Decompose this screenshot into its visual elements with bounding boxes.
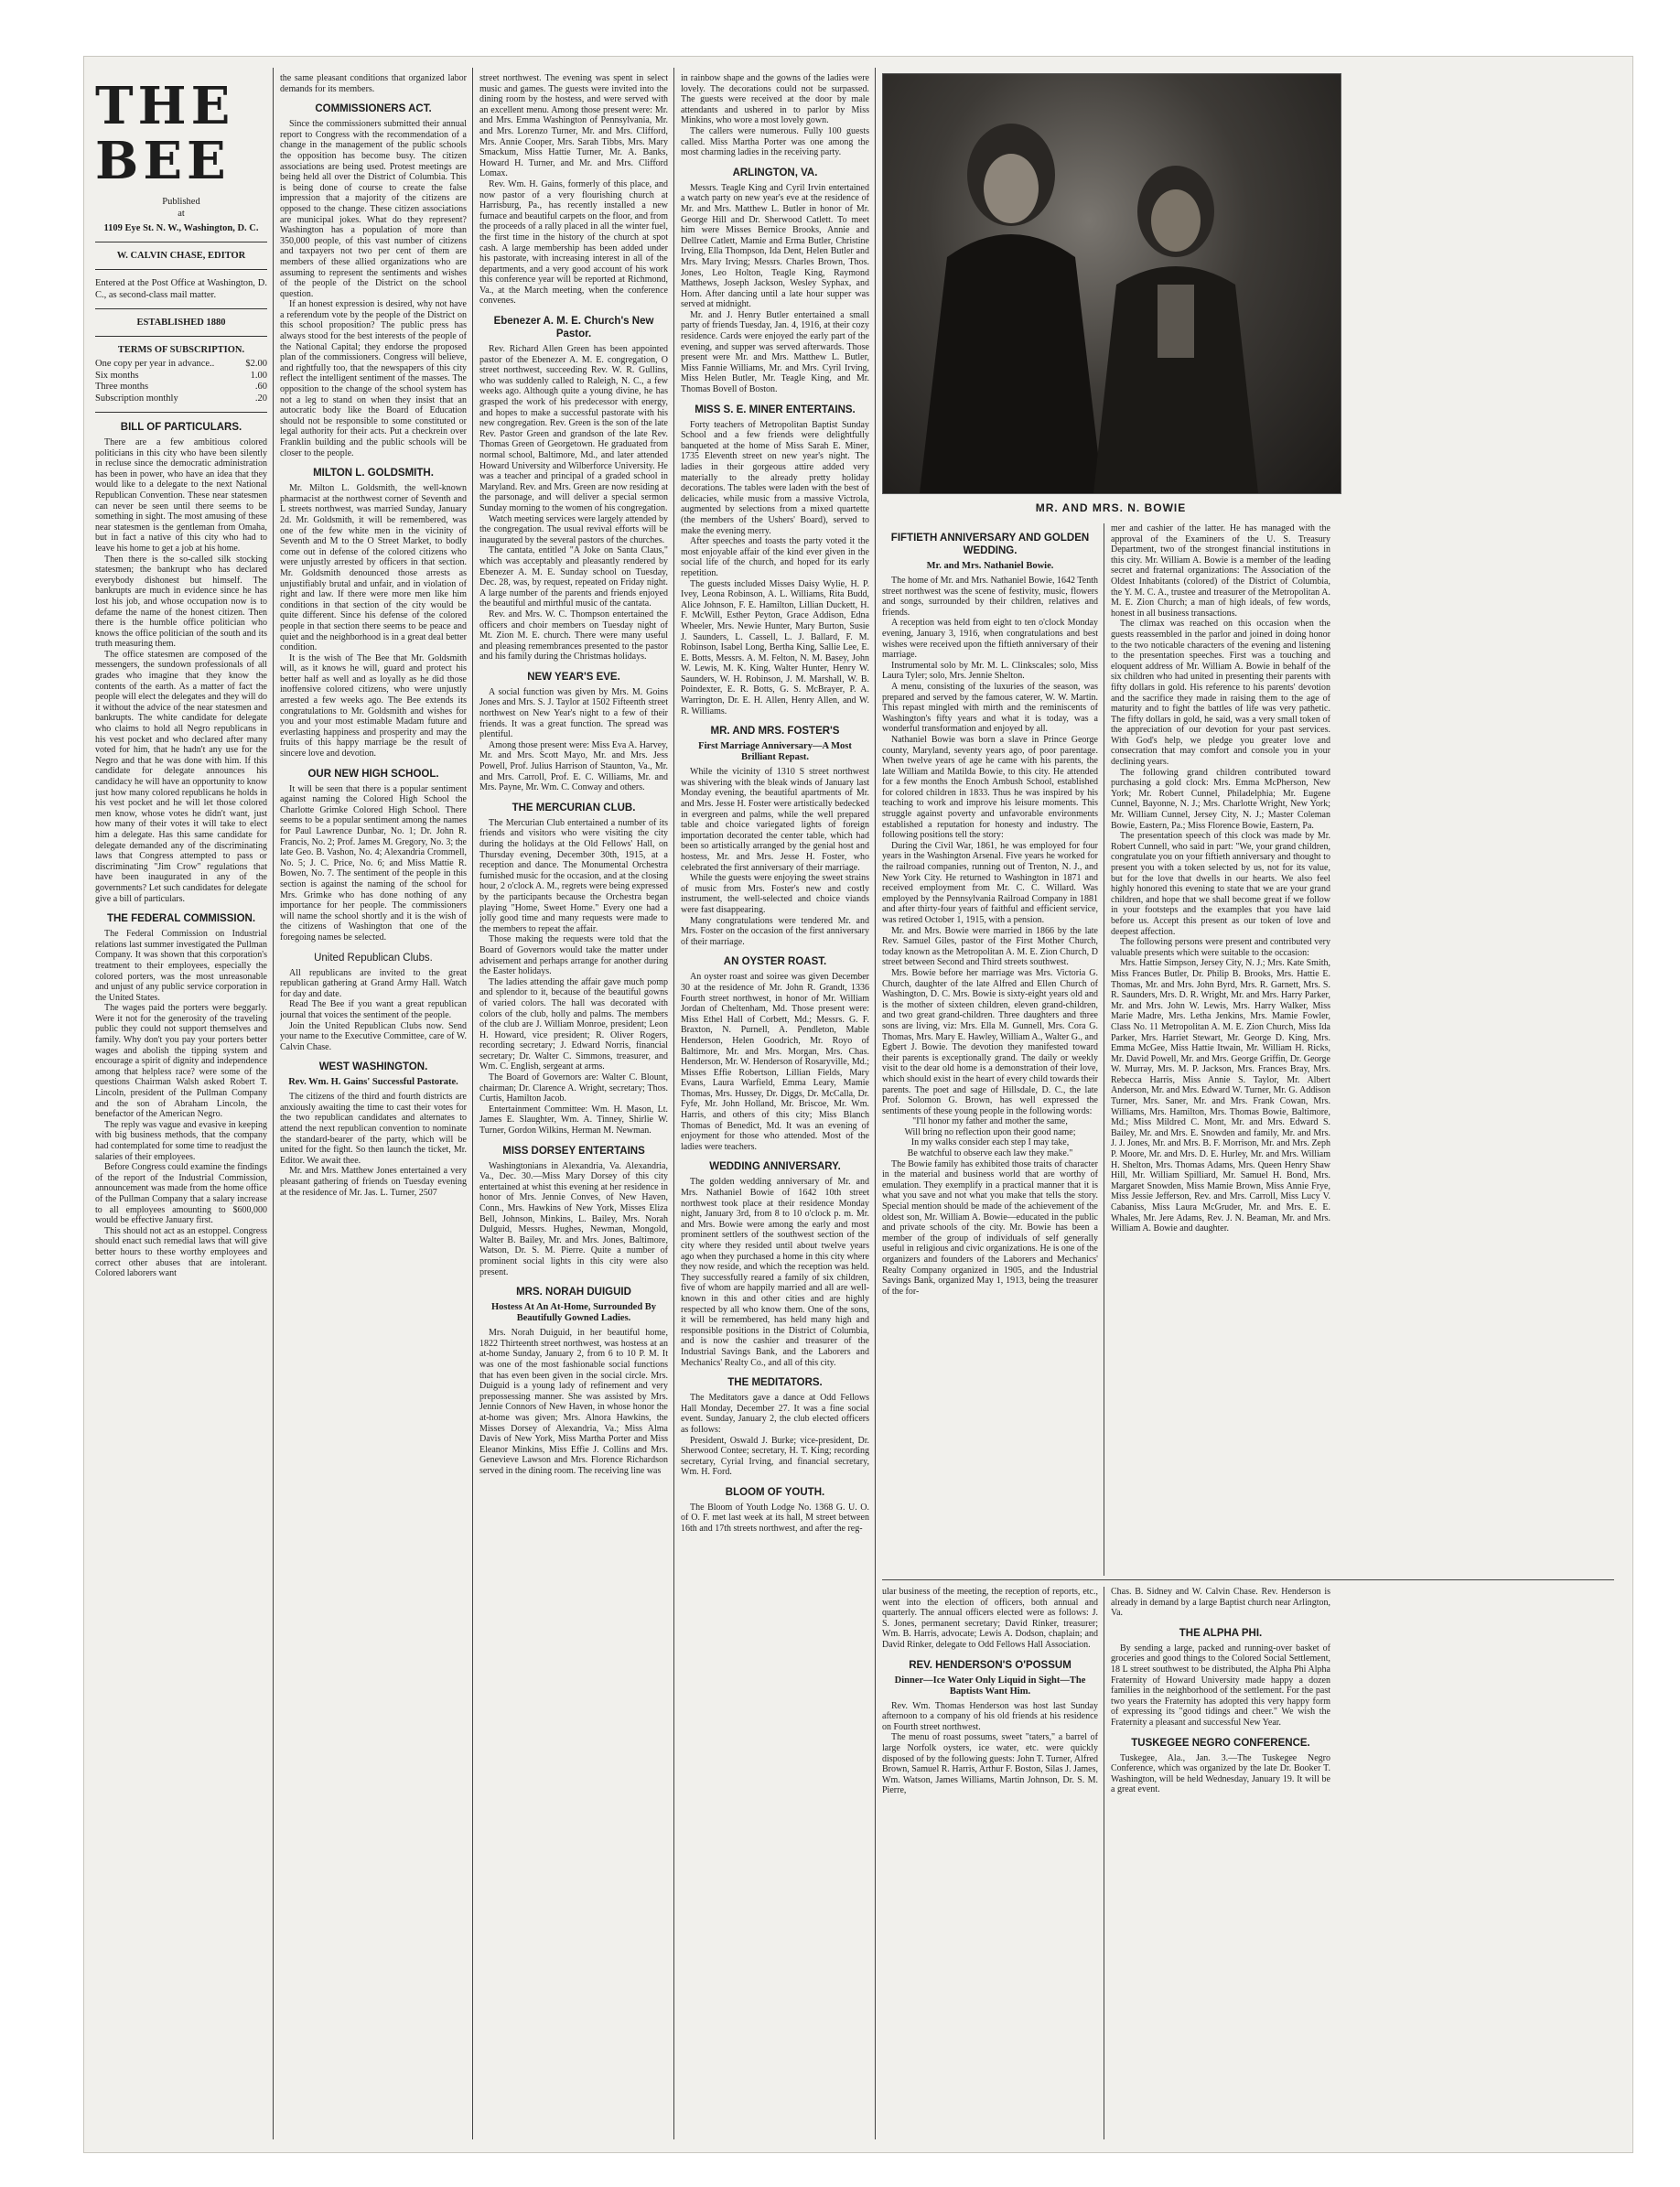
terms-price: .60 [254,382,267,392]
divider [95,412,267,413]
article-paragraph: Mr. and J. Henry Butler entertained a small party of friends Tuesday, Jan. 4, 1916, at their cozy residence. Cards were enjoyed the early part of the evening, and supper was served afterwards. Those present were Mr. and Mrs. Matthew L. Butler, Miss Fannie Williams, Mr. and Mrs. Cyril Irving, Miss Helen Butler, Mr. Teagle King, and Mr. Thomas Bovell of Boston. [681,309,869,395]
article-paragraph: All republicans are invited to the great republican gathering at Grand Army Hall. Watch for day and date. [280,967,467,999]
article-paragraph: The callers were numerous. Fully 100 guests called. Miss Martha Porter was one among the most charming ladies in the receiving party. [681,125,869,158]
article-heading: COMMISSIONERS ACT. [315,103,432,115]
article-paragraph: Many congratulations were tendered Mr. and Mrs. Foster on the occasion of the first anniversary of their marriage. [681,915,869,947]
article-paragraph: Rev. Richard Allen Green has been appointed pastor of the Ebenezer A. M. E. congregation, O street northwest, succeeding Rev. W. R. Gullins, who was suddenly called to Raleigh, N. C., a few weeks ago. Although quite a young divine, he has grasped the work of his predecessor with energy, and hopes to make a successful pastorate with his new congregation. Rev. Green is the son of the late Rev. Pastor Green and grandson of the late Rev. Thomas Green of Georgetown. He graduated from normal school, Baltimore, Md., and later attended Howard University and Wilberforce University. He was a teacher and principal of a graded school in Maryland. Rev. and Mrs. Green are now residing at the parsonage, and will deliver a special sermon Sunday morning to the women of his congregation. [479,344,668,513]
article-subheading: Hostess At An At-Home, Surrounded By Beautifully Gowned Ladies. [490,1302,657,1324]
portrait-image [883,74,1341,493]
article-subheading: Mr. and Mrs. Nathaniel Bowie. [926,561,1054,571]
article-heading: REV. HENDERSON'S O'POSSUM [909,1659,1072,1671]
article-heading: WEST WASHINGTON. [318,1061,428,1073]
article-paragraph: mer and cashier of the latter. He has managed with the approval of the Examiners of the U. S. Treasury Department, two of the strongest financial institutions in this city. Mr. William A. Bowie is a member of the leading secret and fraternal organizations: The Association of the Oldest Inhabitants (colored) of the District of Columbia, the Y. M. C. A., trustee and treasurer of the Metropolitan A. M. E. Zion Church; a man of high ideals, of few words, honest in all business transactions. [1111,523,1330,619]
article-paragraph: The ladies attending the affair gave much pomp and splendor to it, because of the beautiful gowns of varied colors. The hall was decorated with colors of the club, holly and palms. The members of the club are J. William Monroe, president; Leon H. Howard, vice president; R. Oliver Rogers, recording secretary; J. Edward Norris, financial secretary; Dr. Walter C. Simmons, treasurer, and Wm. C. English, sergeant at arms. [479,976,668,1072]
article-paragraph: Mrs. Bowie before her marriage was Mrs. Victoria G. Church, daughter of the late Alfred and Ellen Church of Washington, D. C. Mrs. Bowie is sixty-eight years old and is the mother of sixteen children, eleven grand-children, and two great grand-children. Three daughters and three sons are living, viz: Mrs. Ella M. Gunnell, Mrs. Cora G. Thomas, Mrs. Mary E. Hawley, William A., Walter G., and Egbert J. Bowie. The devotion they manifested toward their parents is exceptionally grand. The daily or weekly visit to the dear old home is a demonstration of their love, which should exist in the heart of every child towards their parents. The poet and sage of Hillsdale, D. C., the late Prof. Solomon G. Brown, has well expressed the sentiments of these young people in the following words: [882,967,1098,1116]
article-paragraph: A menu, consisting of the luxuries of the season, was prepared and served by the famous caterer, W. W. Martin. This repast mingled with mirth and the reminiscents of Washington's fifty years and what it is today, was a wonderful transformation and enjoyed by all. [882,681,1098,735]
column-rule [673,68,674,2139]
article-paragraph: A reception was held from eight to ten o'clock Monday evening, January 3, 1916, when congratulations and best wishes were received upon the fiftieth anniversary of their marriage. [882,618,1098,661]
article-heading: MISS DORSEY ENTERTAINS [502,1145,645,1157]
article-heading: Ebenezer A. M. E. Church's New Pastor. [493,316,654,340]
article-heading: MR. AND MRS. FOSTER'S [710,726,840,738]
terms-label: Subscription monthly [95,393,178,404]
section-divider [882,1579,1614,1580]
terms-label: One copy per year in advance.. [95,359,215,369]
article-paragraph: The cantata, entitled "A Joke on Santa Claus," which was acceptably and pleasantly rendered by Ebenezer A. M. E. Sunday school on Tuesday, Dec. 28, was, by request, repeated on Friday night. A large number of the parents and friends enjoyed the beautiful and mirthful music of the cantata. [479,545,668,609]
masthead-title: THE BEE [95,76,235,191]
article-heading: BLOOM OF YOUTH. [725,1486,825,1498]
article-paragraph: Rev. Wm. H. Gains, formerly of this place, and now pastor of a very flourishing church at Harrisburg, Pa., has recently installed a new furnace and beautiful carpets on the floor, and from the proceeds of a rally placed in all the winter fuel, the first time in the history of the church at spot cash. A large membership has been added under his pastorate, with increasing interest in all of the departments, and a very good account of his work this conference year will be reported at Richmond, Va., at the March meeting, when the conference convenes. [479,178,668,307]
article-paragraph: An oyster roast and soiree was given December 30 at the residence of Mr. John R. Grandt, 1336 Fourth street northwest, in honor of Mr. William Jordan of Cheltenham, Md. Those present were: Miss Ethel Hall of Corbett, Md.; Messrs. G. F. Braxton, N. Purnell, A. Pendleton, Mable Henderson, Helen Goodrich, Mr. Royo of Baltimore, Mr. and Mrs. Morgan, Mrs. Chas. Henderson, Mr. W. Henderson of Rosaryville, Md.; Misses Effie Robertson, Lillian Fields, Mary Evans, Laura Warfield, Emma Leary, Mamie Thomas, Mrs. Hussey, Dr. Diggs, Dr. McCalla, Dr. Fyfe, Mr. John Holland, Mr. Briscoe, Mr. Wm. Harris, and others of this city; Miss Blanch Thomas of Benedict, Md. It was an evening of enjoyment for those who attended. Most of the ladies were teachers. [681,972,869,1152]
divider [95,269,267,270]
article-paragraph: The Mercurian Club entertained a number of its friends and visitors who were visiting the city during the holidays at the Old Fellows' Hall, on Thursday evening, December 30th, 1915, at a reception and dance. The Monumental Orchestra furnished music for the occasion, and at the closing hour, 2 o'clock A. M., regrets were being expressed by the participants because the Orchestra began playing "Home, Sweet Home." Every one had a jolly good time and many requests were made to the members to repeat the affair. [479,817,668,934]
terms-label: Six months [95,370,139,381]
terms-row [95,359,267,371]
editor-line: W. CALVIN CHASE, EDITOR [116,251,246,261]
terms-heading: TERMS OF SUBSCRIPTION. [117,345,245,355]
article-paragraph: This should not act as an estoppel. Congress should enact such remedial laws that will give better hours to these worthy employees and correct other abuses that are intolerant. Colored laborers want [95,1225,267,1279]
article-subheading: Dinner—Ice Water Only Liquid in Sight—The Baptists Want Him. [894,1675,1086,1697]
terms-row [95,393,267,405]
column-5-lower [882,1587,1098,2136]
article-paragraph: Since the commissioners submitted their annual report to Congress with the recommendation of a change in the management of the public schools the opposition has become busy. The citizen associations are being used. Protest meetings are being held all over the District of Columbia. This is being done of course to create the false impression that a majority of the citizens are opposed to the change. These citizen associations are municipal jokes. What do they represent? Washington has a population of more than 350,000 people, of this vast number of citizens and taxpayers not two per cent of them are members of these allied organizations who are assuming to represent the sentiments and wishes of the people of the District on the school question. [280,119,467,299]
article-paragraph: Join the United Republican Clubs now. Send your name to the Executive Committee, care of W. Calvin Chase. [280,1020,467,1052]
article-paragraph: Those making the requests were told that the Board of Governors would take the matter under advisement and perhaps arrange for another during the Easter holidays. [479,934,668,977]
article-paragraph: The office statesmen are composed of the messengers, the sundown professionals of all grades who imagine that they know the contents of the earth. As a matter of fact the people will elect the delegates and they will do it without the advice of the near statesmen and bankrupts. The white candidate for delegate who claims to hold all Negro republicans in his vest pocket and who declared after many voted for him, that he hadn't any use for the Negro and that he was done with him. If this candidate for delegate announces his candidacy he will have an opportunity to know just how many colored republicans he holds in his vest pocket and he will let those colored men know, whose votes he didn't want, just how many of their votes it will take to elect him a delegate. Has this same candidate for delegate demanded any of the discriminating laws that Congress attempted to pass or discriminating "Jim Crow" regulations that have been inaugurated in any of the governments? Let such candidates for delegate give a bill of particulars. [95,649,267,904]
terms-price: $2.00 [245,359,267,369]
article-paragraph: street northwest. The evening was spent in select music and games. The guests were invited into the dining room by the hostess, and were served with an excellent menu. Among those present were: Mr. and Mrs. Emma Washington of Pennsylvania, Mr. and Mrs. Lorenzo Turner, Mr. and Mrs. Clifford, Mrs. Annie Cooper, Mrs. Sarah Tibbs, Mrs. Mary Smackum, Miss Hattie Turner, Mr. A. Banks, Howard H. Turner, and Mr. and Mrs. Clifford Lomax. [479,73,668,179]
article-paragraph: If an honest expression is desired, why not have a referendum vote by the people of the District on this school proposition? The public press has always stood for the best interests of the people of the National Capital; they endorse the proposed plan of the commissioners. Congress will believe, and rightfully too, that the newspapers of this city reflect the intelligent sentiment of the masses. The opposition to the change of the school system has not a leg to stand on when they insist that an autocratic body like the Board of Education should not be responsible to some constituted or legal authority for their acts. Put a checkrein over Franklin building and the public schools will be closer to the people. [280,299,467,458]
article-paragraph: Read The Bee if you want a great republican journal that voices the sentiment of the people. [280,999,467,1020]
column-rule [472,68,473,2139]
poem-line: In my walks consider each step I may take, [910,1137,1070,1148]
article-paragraph: The citizens of the third and fourth districts are anxiously awaiting the time to cast their votes for the two republican candidates and alternates to attend the next republican convention to nominate the standard-bearer of the party, which will be united for the fight. So then launch the ticket, Mr. Editor. We await thee. [280,1092,467,1166]
column-5 [882,523,1098,1576]
article-heading: MRS. NORAH DUIGUID [516,1287,631,1298]
article-paragraph: Then there is the so-called silk stocking statesmen; the bankrupt who has declared everybody dishonest but himself. The bankrupts are much in evidence since he has lost his job, and whose occupation now is to defame the name of the honest citizen. Then there is the humble office politician who knows the office politician of the south and its truth measuring them. [95,554,267,650]
article-paragraph: The guests included Misses Daisy Wylie, H. P. Ivey, Leona Robinson, A. L. Williams, Rita Budd, Alice Johnson, F. E. Hamilton, Lillian Duckett, H. F. McWill, Esther Peyton, Grace Addison, Edna Wheeler, Mrs. Newie Hunter, Mary Burton, Susie J. Saunders, L. Cassell, L. J. Ballard, F. M. Robinson, Isabel Long, Bertha King, Sallie Lee, E. E. Botts, Messrs. A. M. Felton, N. M. Basey, John W. Lewis, M. K. King, Walter Hunter, Henry W. Saunders, W. H. Robinson, J. M. Marshall, W. B. Poindexter, E. R. Botts, G. S. McBrayer, P. A. Warrington, Dr. E. H. Allen, Henry Allen, and W. R. Williams. [681,578,869,716]
article-paragraph: Forty teachers of Metropolitan Baptist Sunday School and a few friends were delightfully banqueted at the home of Miss Sarah E. Miner, 1735 Eleventh street on new year's night. The ladies in their gorgeous attire added very materially to the already pretty holiday decorations. The tables were laden with the best of delicacies, while music from a massive Victrola, augmented by selections from a mixed quartette (the members of the Ushers' Board), served to make the evening merry. [681,419,869,536]
article-paragraph: It is the wish of The Bee that Mr. Goldsmith will, as it knows he will, guard and protect his better half as well and as loyally as he did those inoffensive colored citizens, who were unjustly arrested a few weeks ago. The Bee extends its congratulations to Mr. Goldsmith and wishes for you and your most estimable Madam future and everlasting happiness and prosperity and may the fruits of this happy marriage be the result of sincere love and devotion. [280,652,467,760]
article-paragraph: By sending a large, packed and running-over basket of groceries and good things to the Colored Social Settlement, 18 L street southwest to be distributed, the Alpha Phi Alpha Fraternity of Howard University made happy a dozen families in the neighborhood of the settlement. For the past two years the Fraternity has adopted this very happy form of expressing its "good tidings and cheer." We wish the Fraternity a pleasant and successful New Year. [1111,1643,1330,1728]
column-6 [1111,523,1330,1576]
column-rule [273,68,274,2139]
article-heading: MILTON L. GOLDSMITH. [313,468,434,479]
article-paragraph: While the guests were enjoying the sweet strains of music from Mrs. Foster's new and costly instrument, the well-selected and choice viands were fast disappearing. [681,873,869,915]
article-paragraph: Nathaniel Bowie was born a slave in Prince George county, Maryland, seventy years ago, of poor parentage. When twelve years of age he came with his parents, the late William and Matilda Bowie, to this city. He attended for a few months the Enoch Ambush School, established for colored children in 1833. Thus he was inspired by his teaching to work and improve his leisure moments. This struggle against poverty and unfavorable environments established a reputation for honesty and industry. The following positions tell the story: [882,734,1098,841]
article-heading: OUR NEW HIGH SCHOOL. [307,768,439,780]
article-heading: MISS S. E. MINER ENTERTAINS. [695,404,856,415]
article-paragraph: Entertainment Committee: Wm. H. Mason, Lt. James E. Slaughter, Wm. A. Tinney, Shirlie W. Turner, Gordon Wilkins, Herman M. Newman. [479,1104,668,1137]
article-paragraph: Instrumental solo by Mr. M. L. Clinkscales; solo, Miss Laura Tyler; solo, Mrs. Jennie Shelton. [882,660,1098,682]
terms-row [95,371,267,382]
article-paragraph: Mr. and Mrs. Matthew Jones entertained a very pleasant gathering of friends on Tuesday evening at the residence of Mr. Jas. L. Turner, 2507 [280,1166,467,1198]
article-paragraph: Rev. Wm. Thomas Henderson was host last Sunday afternoon to a company of his old friends at his residence on Fourth street northwest. [882,1700,1098,1732]
terms-table [95,359,267,404]
article-heading: NEW YEAR'S EVE. [527,671,620,683]
article-paragraph: The golden wedding anniversary of Mr. and Mrs. Nathaniel Bowie of 1642 10th street northwest took place at their residence Monday night, January 3rd, from 8 to 10 o'clock p. m. Mr. and Mrs. Bowie were among the early and most prominent settlers of the southwest section of the city where they resided until about twelve years ago when they purchased a home in this city where they now reside, and which the reception was held. They successfully reared a family of six children, five of whom are happily married and all are well-known in this and other cities and are highly respected by all who know them. One of the sons, it will be remembered, has held many high and responsible positions in the District of Columbia, and is now the cashier and treasurer of the Industrial Savings Bank, and the Laborers and Mechanics' Realty Co., and all of this city. [681,1177,869,1368]
postal-entry-notice: Entered at the Post Office at Washington, D. C., as second-class mail matter. [95,278,267,300]
poem-line: "I'll honor my father and mother the same, [912,1116,1068,1127]
column-3 [479,73,668,2136]
article-paragraph: Mr. Milton L. Goldsmith, the well-known pharmacist at the northwest corner of Seventh and L streets northwest, was married Sunday, January 2d. Mr. Goldsmith, it will be remembered, was one of the few white men in the vicinity of Seventh and M to the O Street Market, to bodly come out in defense of the colored citizens who were unjustly arrested by officers in that section. Mr. Goldsmith denounced those arrests as unjustifiably brutal and unfair, and in violation of right and law. If there were more men like him conditions in that section of the city would be quite different. Since his defense of the colored people in that section there seems to be peace and quiet and the neighborhood is in a great deal better condition. [280,483,467,653]
newspaper-page [84,57,1632,2152]
article-paragraph: The following persons were present and contributed very valuable presents which were suitable to the occasion: [1111,937,1330,958]
article-paragraph: The presentation speech of this clock was made by Mr. Robert Cunnell, who said in part: "We, your grand children, congratulate you on your fiftieth anniversary and thought to present you with a token selected by us, not for its value, but for the love that dwells in our hearts. We also feel highly honored this evening to state that we are your grand children, and hope that we shall become great if we follow in your footsteps and the examples that you have laid before us. Accept this present as our token of love and deepest affection. [1111,831,1330,937]
poem-line: Will bring no reflection upon their good name; [904,1126,1076,1137]
article-heading: FIFTIETH ANNIVERSARY AND GOLDEN WEDDING. [890,533,1090,556]
article-paragraph: Mr. and Mrs. Bowie were married in 1866 by the late Rev. Samuel Giles, pastor of the First Mother Church, today known as the Metropolitan A. M. E. Zion Church, D street between Second and Third streets southwest. [882,925,1098,968]
article-paragraph: Mrs. Hattie Simpson, Jersey City, N. J.; Mrs. Kate Smith, Miss Frances Butler, Dr. Philip B. Brooks, Mrs. Hattie E. Thomas, Mr. and Mrs. John Byrd, Mrs. R. Garnett, Mrs. S. R. Saunders, Mrs. D. R. Wright, Mr. and Mrs. Harry Parker, Mr. and Mrs. John W. Lewis, Mrs. Harry Walker, Miss Marie Madre, Mrs. Letha Jenkins, Mrs. Mamie Fowler, Class No. 11 Metropolitan A. M. E. Zion Church, Miss Ida Parker, Mrs. Harriet Stewart, Mr. George D. King, Mrs. Emma McGee, Miss Hattie Itwain, Mr. William H. Ricks, Mr. David Powell, Mr. and Mrs. George Griffin, Dr. George W. Murray, Mrs. M. P. Jackson, Mrs. Frances Bray, Mrs. Rebecca Harris, Miss Annie S. Taylor, Mr. Albert Anderson, Mr. and Mrs. Edward W. Turner, Mr. G. Addison Turner, Mrs. Saner, Mr. and Mrs. Frank Cowan, Mrs. Williams, Mrs. Hamilton, Mrs. Thomas Bowie, Baltimore, Md.; Miss Mildred C. Mont, Mr. and Mrs. Edward S. Bailey, Mr. and Mrs. E. Snowden and family, Mr. and Mrs. J. J. Jones, Mr. and Mrs. B. F. Morrison, Mr. and Mrs. Zeph P. Moore, Mr. and Mrs. D. E. Hurley, Mr. and Mrs. William H. Shelton, Mrs. Thomas Adams, Mrs. Queen Henry Shaw Hill, Mr. William Spilliard, Mr. Samuel H. Bond, Mrs. Margaret Snowden, Miss Mamie Brown, Miss Annie Frye, Miss Jessie Jefferson, Rev. and Mrs. Carroll, Miss Lucy V. Cabaniss, Miss Laura McGruder, Mr. and Mrs. E. E. Whales, Mr. Jere Adams, Rev. J. N. Beaman, Mr. and Mrs. William A. Bowie and daughter. [1111,958,1330,1234]
article-heading: AN OYSTER ROAST. [723,956,827,968]
article-heading: THE MERCURIAN CLUB. [512,802,636,813]
article-paragraph: Rev. and Mrs. W. C. Thompson entertained the officers and choir members on Tuesday night of Mt. Zion M. E. church. There were many useful and pleasing remembrances presented to the pastor and his family during the Christmas holidays. [479,609,668,663]
article-paragraph: The reply was vague and evasive in keeping with big business methods, that the company had contemplated for some time to readjust the salaries of their employees. [95,1119,267,1162]
article-paragraph: Tuskegee, Ala., Jan. 3.—The Tuskegee Negro Conference, which was organized by the late Dr. Booker T. Washington, will be held Wednesday, January 19. It will be a great event. [1111,1752,1330,1795]
article-subheading: Rev. Wm. H. Gains' Successful Pastorate. [288,1077,458,1088]
article-paragraph: The climax was reached on this occasion when the guests reassembled in the parlor and joined in doing honor to the two noticable characters of the evening and listening to the presentation speeches. First was a touching and eloquent address of Mr. William A. Bowie in behalf of the six children who had united in presenting their parents with fifty dollars in gold. His reference to his parents' devotion and the sacrifice they made in raising them to the age of maturity and to fight the battles of life was very pathetic. The fifty dollars in gold, he said, was a very small token of the appreciation of our devotion for your past services. With God's help, we pledge you greater love and consecration that may comfort and console you in your declining years. [1111,619,1330,768]
article-paragraph: While the vicinity of 1310 S street northwest was shivering with the bleak winds of January last Monday evening, the beautiful apartments of Mr. and Mrs. Jesse H. Foster were artistically bedecked in evergreen and palms, while the well prepared table and choice variegated lights of foreign importation decorated the center table, which had been so artistically arranged by the genial host and hostess, Mr. and Mrs. Jesse H. Foster, who celebrated the first anniversary of their marriage. [681,767,869,873]
article-paragraph: Before Congress could examine the findings of the report of the Industrial Commission, announcement was made from the home office of the Pullman Company that a salary increase to all employees amounting to $600,000 would be effective January first. [95,1162,267,1226]
column-2 [280,73,467,2136]
article-paragraph: the same pleasant conditions that organized labor demands for its members. [280,73,467,94]
article-paragraph: The Federal Commission on Industrial relations last summer investigated the Pullman Company. It was shown that this corporation's treatment to their employees, especially the colored porters, was the most unreasonable and unjust of any public service corporation in the United States. [95,929,267,1003]
terms-price: .20 [254,393,267,404]
column-4 [681,73,869,2136]
article-heading: THE MEDITATORS. [727,1377,823,1389]
article-paragraph: in rainbow shape and the gowns of the ladies were lovely. The decorations could not be surpassed. The guests were received at the door by male attendants and ushered in to parlor by Miss Minkins, who wore a most lovely gown. [681,73,869,126]
article-heading: THE FEDERAL COMMISSION. [106,913,256,925]
article-paragraph: The wages paid the porters were beggarly. Were it not for the generosity of the traveling public they could not support themselves and family. Why don't you pay your porters better wages and abolish the tipping system and encourage a spirit of dignity and independence among that helpless race? were some of the questions Chairman Walsh asked Robert T. Lincoln, president of the Pullman Company and the son of Abraham Lincoln, the benefactor of the American Negro. [95,1003,267,1120]
article-heading: TUSKEGEE NEGRO CONFERENCE. [1131,1737,1310,1749]
article-paragraph: After speeches and toasts the party voted it the most enjoyable affair of the kind ever given in the social life of the church, and hoped for its early repetition. [681,536,869,578]
column-1 [95,73,267,2136]
published-at: Published at [162,197,200,219]
office-address: 1109 Eye St. N. W., Washington, D. C. [103,223,259,233]
article-paragraph: The menu of roast possums, sweet "taters," a barrel of large Norfolk oysters, ice water, etc. were quickly disposed of by the following guests: John T. Turner, Alfred Brown, Samuel R. Harris, Arthur F. Boston, Silas J. James, Wm. Watson, James Williams, Martin Johnson, Dr. S. M. Pierre, [882,1732,1098,1796]
article-paragraph: A social function was given by Mrs. M. Goins Jones and Mrs. S. J. Taylor at 1502 Fifteenth street northwest on New Year's night to a few of their friends. It was a great function. The spread was plentiful. [479,686,668,740]
column-rule [875,68,876,2139]
article-paragraph: The following grand children contributed toward purchasing a gold clock: Mrs. Emma McPherson, New York; Mr. Robert Cunnel, Philadelphia; Mr. Eugene Cunnel, Bayonne, N. J.; Mrs. Charlotte Wright, New York; Mr. William Cunnel, Jersey City, N. J.; Master Coleman Bowie, Eastern, Pa.; Miss Florence Bowie, Eastern, Pa. [1111,767,1330,831]
article-paragraph: The Board of Governors are: Walter C. Blount, chairman; Dr. Clarence A. Wright, secretary; Thos. Curtis, Hamilton Jacob. [479,1072,668,1104]
divider [95,336,267,337]
photo-caption: MR. AND MRS. N. BOWIE [1035,501,1187,514]
article-paragraph: Among those present were: Miss Eva A. Harvey, Mr. and Mrs. Scott Mayo, Mr. and Mrs. Jess Powell, Prof. Julius Harrison of Staunton, Va., Mr. and Mrs. Carroll, Prof. E. C. Williams, Mr. and Mrs. Payne, Mr. Wm. C. Conway and others. [479,739,668,793]
terms-price: 1.00 [250,370,267,381]
article-paragraph: The home of Mr. and Mrs. Nathaniel Bowie, 1642 Tenth street northwest was the scene of festivity, music, flowers and songs, surrounded by their children, relatives and friends. [882,576,1098,618]
article-paragraph: Messrs. Teagle King and Cyril Irvin entertained a watch party on new year's eve at the residence of Mr. and Mrs. Matthew L. Butler in honor of Mr. George Hill and Dr. Sherwood Catlett. To meet him were Misses Bernice Brooks, Annie and Dellree Catlett, Mamie and Erma Butler, Christine Irving, Ella Thompson, Ida Dent, Helen Butler and Mrs. Mary Irving; Messrs. Charles Brown, Thos. Jones, Leo Holton, Teagle King, Raymond Matthews, Joseph Jackson, Wesley Syphax, and Horn. After dancing until a late hour supper was served at midnight. [681,182,869,310]
article-paragraph: Washingtonians in Alexandria, Va. Alexandria, Va., Dec. 30.—Miss Mary Dorsey of this city entertained at whist this evening at her residence in honor of Mrs. Jennie Conves, of New Haven, Conn., Mrs. Hawkins of New York, Misses Eliza Bell, Johnson, Minkins, L. Bailey, Mrs. Norah Dulguid, Messrs. Hughes, Newman, Mongold, Walter B. Bailey, Mr. and Mrs. Jones, Baltimore, Watson, Dr. S. M. Pierre. Quite a number of prominent social lights in this city were also present. [479,1160,668,1277]
article-paragraph: Watch meeting services were largely attended by the congregation. The usual revival efforts will be inaugurated by the several pastors of the churches. [479,513,668,545]
article-paragraph: During the Civil War, 1861, he was employed for four years in the Washington Arsenal. Five years he worked for the railroad companies, running out of Trenton, N. J., and New York City. He returned to Washington in 1871 and received employment from Mr. C. C. Willard. Was employed by the Pennsylvania Railroad Company in 1881 and after thirty-four years of faithful and efficient service, was retired October 1, 1915, with a pension. [882,840,1098,925]
article-paragraph: It will be seen that there is a popular sentiment against naming the Colored High School the Charlotte Grimke Colored High School. There seems to be a popular sentiment among the names for Paul Lawrence Dunbar, No. 1; Dr. John R. Francis, No. 2; Prof. James M. Gregory, No. 3; the late Geo. B. Vashon, No. 4; Alexandria Crommell, No. 5; J. C. Price, No. 6; and Miss Mattie R. Bowen, No. 7. The sentiment of the people in this section is against the naming of the school for Mrs. Grimke who has done nothing of any importance for her people. The commissioners will name the school shortly and it is the wish of the citizens of Washington that one of the foregoing names be selected. [280,783,467,943]
poem-line: Be watchful to observe each law they make." [907,1148,1073,1159]
established-line: ESTABLISHED 1880 [136,318,226,328]
article-subheading: First Marriage Anniversary—A Most Brilliant Repast. [698,741,852,763]
article-paragraph: The Meditators gave a dance at Odd Fellows Hall Monday, December 27. It was a fine social event. Sunday, January 2, the club elected officers as follows: [681,1393,869,1435]
article-heading: BILL OF PARTICULARS. [120,422,242,433]
article-paragraph: Chas. B. Sidney and W. Calvin Chase. Rev. Henderson is already in demand by a large Baptist church near Arlington, Va. [1111,1587,1330,1619]
article-paragraph: There are a few ambitious colored politicians in this city who have been silently in recluse since the democratic administration has been in power, who have an idea that they would like to a delegate to the next National Republican Convention. These near statesmen can never be seen until there seems to be something in sight. The most amusing of these near statesmen is the gentleman from Omaha, but in fact a native of this city who had to leave his home to get a job at his home. [95,437,267,554]
article-paragraph: Mrs. Norah Duiguid, in her beautiful home, 1822 Thirteenth street northwest, was hostess at an at-home Sunday, January 2, from 6 to 10 P. M. It was one of the most fashionable social functions that has even been given in the social circle. Mrs. Duiguid is a young lady of refinement and very prepossessing manner. She was assisted by Mrs. Jennie Connors of New Haven, in whose honor the at-home was given; Mrs. Alnora Hawkins, the Misses Dorsey of Alexandria, Va.; Miss Alma Davis of New York, Miss Martha Porter and Miss Eleanor Minkins, Miss Effie J. Collins and Mrs. Genevieve Lawson and Mrs. Florence Richardson served in the dining room. The receiving line was [479,1328,668,1476]
article-paragraph: The Bowie family has exhibited those traits of character in the material and business world that are worthy of emulation. They exemplify in a practical manner that it is what you save and not what you make that tells the story. Special mention should be made of the achievement of the oldest son, Mr. William A. Bowie—educated in the public and private schools of the city. Mr. Bowie has been a member of the group of individuals of self generally useful in religious and civic organizations. He is one of the organizers and founders of the Laborers and Mechanics' Realty Company organized in 1905, and the Industrial Savings Bank, organized May 1, 1913, being the treasurer of the for- [882,1158,1098,1297]
column-6-lower [1111,1587,1330,2136]
article-heading: WEDDING ANNIVERSARY. [709,1161,841,1173]
article-paragraph: ular business of the meeting, the reception of reports, etc., went into the election of officers, both annual and quarterly. The annual officers elected were as follows: J. S. Jones, permanent secretary; David Rinker, treasurer; Wm. B. Harris, advocate; Lewis A. Dodson, chaplain; and David Rinker, delegate to Odd Fellows Hall Association. [882,1587,1098,1650]
article-heading: United Republican Clubs. [314,952,433,964]
portrait-photo [882,73,1341,494]
article-paragraph: President, Oswald J. Burke; vice-president, Dr. Sherwood Contee; secretary, H. T. King; recording secretary, Cyrial Irving, and financial secretary, Wm. H. Ford. [681,1435,869,1478]
article-paragraph: The Bloom of Youth Lodge No. 1368 G. U. O. of O. F. met last week at its hall, M street between 16th and 17th streets northwest, and after the reg- [681,1502,869,1535]
article-heading: ARLINGTON, VA. [732,167,818,178]
divider [95,308,267,309]
terms-label: Three months [95,382,149,392]
article-heading: THE ALPHA PHI. [1179,1627,1263,1639]
terms-row [95,382,267,393]
